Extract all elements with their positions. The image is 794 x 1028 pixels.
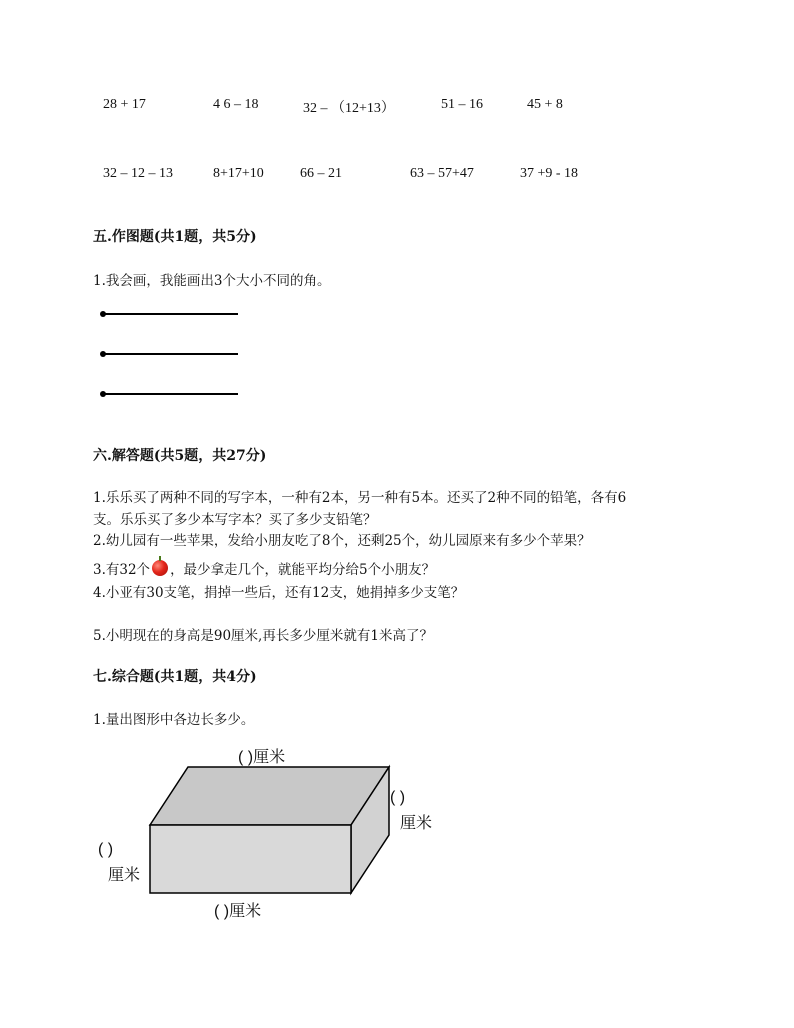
question-text: 1.乐乐买了两种不同的写字本，一种有2本，另一种有5本。还买了2种不同的铅笔，各有6 [93,490,627,506]
question-text: 1.我会画，我能画出3个大小不同的角。 [93,273,331,289]
left-edge-paren: ( ) [98,841,114,858]
calc-expression: 51 – 16 [441,97,483,112]
left-edge-unit: 厘米 [108,867,141,884]
question-text: 2.幼儿园有一些苹果，发给小朋友吃了8个，还剩25个，幼儿园原来有多少个苹果？ [93,533,591,549]
bottom-edge-label: ( )厘米 [214,903,262,920]
section-heading: 五.作图题(共1题，共5分) [93,229,257,245]
calc-expression: 32 – （12+13） [303,101,395,116]
question-text: ，最少拿走几个，就能平均分给5个小朋友？ [170,562,436,578]
question-text: 4.小亚有30支笔，捐掉一些后，还有12支，她捐掉多少支笔？ [93,585,465,601]
question-text: 1.量出图形中各边长多少。 [93,712,255,728]
cuboid-front-face [150,825,351,893]
top-edge-label: ( )厘米 [238,749,286,766]
question-text: 5.小明现在的身高是90厘米,再长多少厘米就有1米高了？ [93,628,433,644]
calc-expression: 37 +9 - 18 [520,166,579,181]
section-heading: 六.解答题(共5题，共27分) [93,448,267,464]
calc-expression: 32 – 12 – 13 [103,166,173,181]
calc-expression: 45 + 8 [527,97,563,112]
calc-expression: 66 – 21 [300,166,342,181]
calc-expression: 4 6 – 18 [213,97,259,112]
question-text: 3.有32个 [93,562,151,578]
calc-expression: 63 – 57+47 [410,166,474,181]
calc-expression: 28 + 17 [103,97,146,112]
cuboid-top-face [150,767,389,825]
calc-expression: 8+17+10 [213,166,264,181]
question-text: 支。乐乐买了多少本写字本？买了多少支铅笔？ [93,512,377,528]
section-heading: 七.综合题(共1题，共4分) [93,669,257,685]
right-edge-paren: ( ) [390,789,406,806]
right-edge-unit: 厘米 [400,815,433,832]
